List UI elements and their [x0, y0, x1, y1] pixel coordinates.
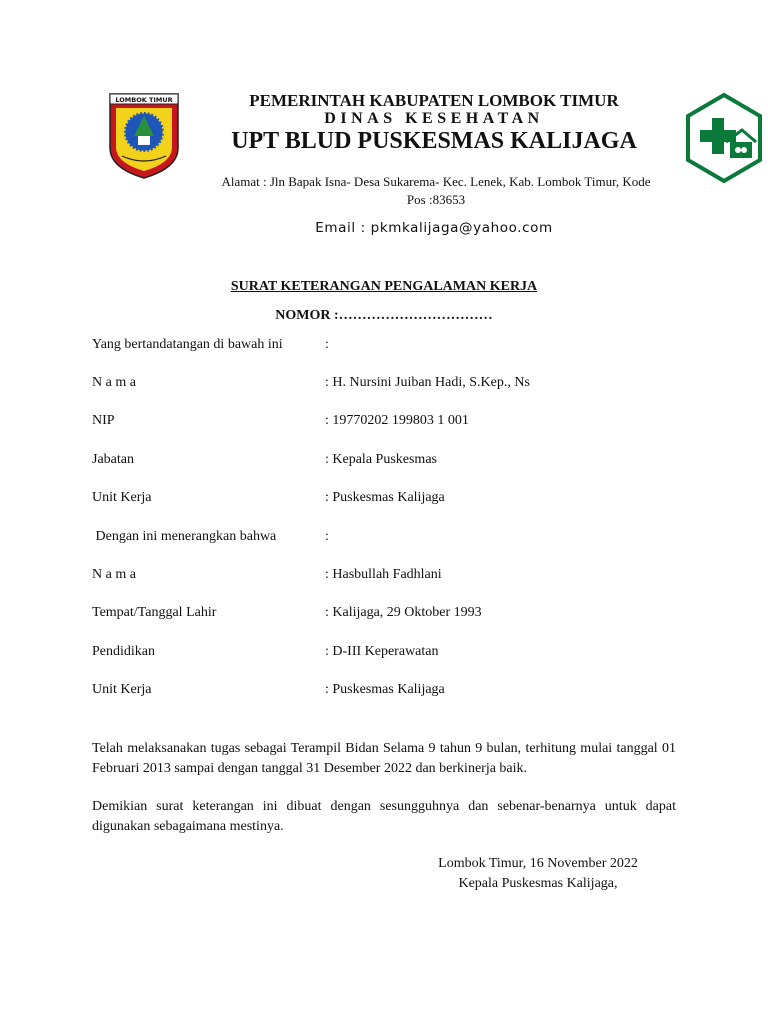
field-label: N a m a — [92, 567, 136, 582]
subject-name-row — [92, 567, 676, 585]
field-value: : D-III Keperawatan — [325, 644, 439, 659]
subject-intro-row — [92, 529, 676, 547]
field-value: : Kepala Puskesmas — [325, 452, 437, 467]
address — [196, 173, 676, 209]
signer-name-row — [92, 375, 676, 393]
field-value: : 19770202 199803 1 001 — [325, 413, 469, 428]
signer-intro-row — [92, 337, 676, 355]
signer-nip-row — [92, 413, 676, 431]
field-value: : H. Nursini Juiban Hadi, S.Kep., Ns — [325, 375, 530, 390]
field-value: : Kalijaga, 29 Oktober 1993 — [325, 605, 482, 620]
field-value: : Puskesmas Kalijaga — [325, 490, 445, 505]
subject-education-row — [92, 644, 676, 662]
body-paragraph-service: Telah melaksanakan tugas sebagai Terampil Bidan Selama 9 tahun 9 bulan, terhitung mulai tanggal 01 Februari 2013 sampai dengan tanggal 31 Desember 2022 dan berkinerja baik. — [92, 741, 676, 776]
subject-unit-row — [92, 682, 676, 700]
address-line-1: Alamat : Jln Bapak Isna- Desa Sukarema- Kec. Lenek, Kab. Lombok Timur, Kode — [221, 174, 651, 189]
field-label: Tempat/Tanggal Lahir — [92, 605, 217, 620]
field-label: NIP — [92, 413, 115, 428]
field-label: Jabatan — [92, 452, 134, 467]
lombok-timur-emblem-icon — [108, 92, 180, 180]
signature-place-date: Lombok Timur, 16 November 2022 — [438, 856, 638, 871]
subject-intro-colon: : — [325, 529, 329, 544]
letter-title — [92, 279, 676, 295]
field-label: Pendidikan — [92, 644, 155, 659]
email: Email : pkmkalijaga@yahoo.com — [315, 220, 553, 236]
header-institution: UPT BLUD PUSKESMAS KALIJAGA — [231, 128, 637, 154]
signer-unit-row — [92, 490, 676, 508]
signer-intro-colon: : — [325, 337, 329, 352]
body-paragraph-closing: Demikian surat keterangan ini dibuat dengan sesungguhnya dan sebenar-benarnya untuk dapat digunakan sebagaimana mestinya. — [92, 799, 676, 834]
field-value: : Hasbullah Fadhlani — [325, 567, 442, 582]
field-label: Unit Kerja — [92, 682, 152, 697]
signature-position: Kepala Puskesmas Kalijaga, — [458, 876, 618, 891]
field-value: : Puskesmas Kalijaga — [325, 682, 445, 697]
letter-title-text: SURAT KETERANGAN PENGALAMAN KERJA — [230, 279, 538, 294]
signer-intro-label: Yang bertandatangan di bawah ini — [92, 337, 283, 352]
header-department: DINAS KESEHATAN — [324, 110, 544, 127]
field-label: N a m a — [92, 375, 136, 390]
svg-text:LOMBOK TIMUR: LOMBOK TIMUR — [115, 96, 173, 104]
address-line-2: Pos :83653 — [406, 192, 466, 207]
header-government: PEMERINTAH KABUPATEN LOMBOK TIMUR — [249, 91, 619, 110]
puskesmas-logo-icon — [684, 92, 764, 184]
letter-number: NOMOR :…………………………… — [275, 308, 493, 323]
subject-birth-row — [92, 605, 676, 623]
field-label: Unit Kerja — [92, 490, 152, 505]
subject-intro-label: Dengan ini menerangkan bahwa — [92, 529, 277, 544]
signer-position-row — [92, 452, 676, 470]
